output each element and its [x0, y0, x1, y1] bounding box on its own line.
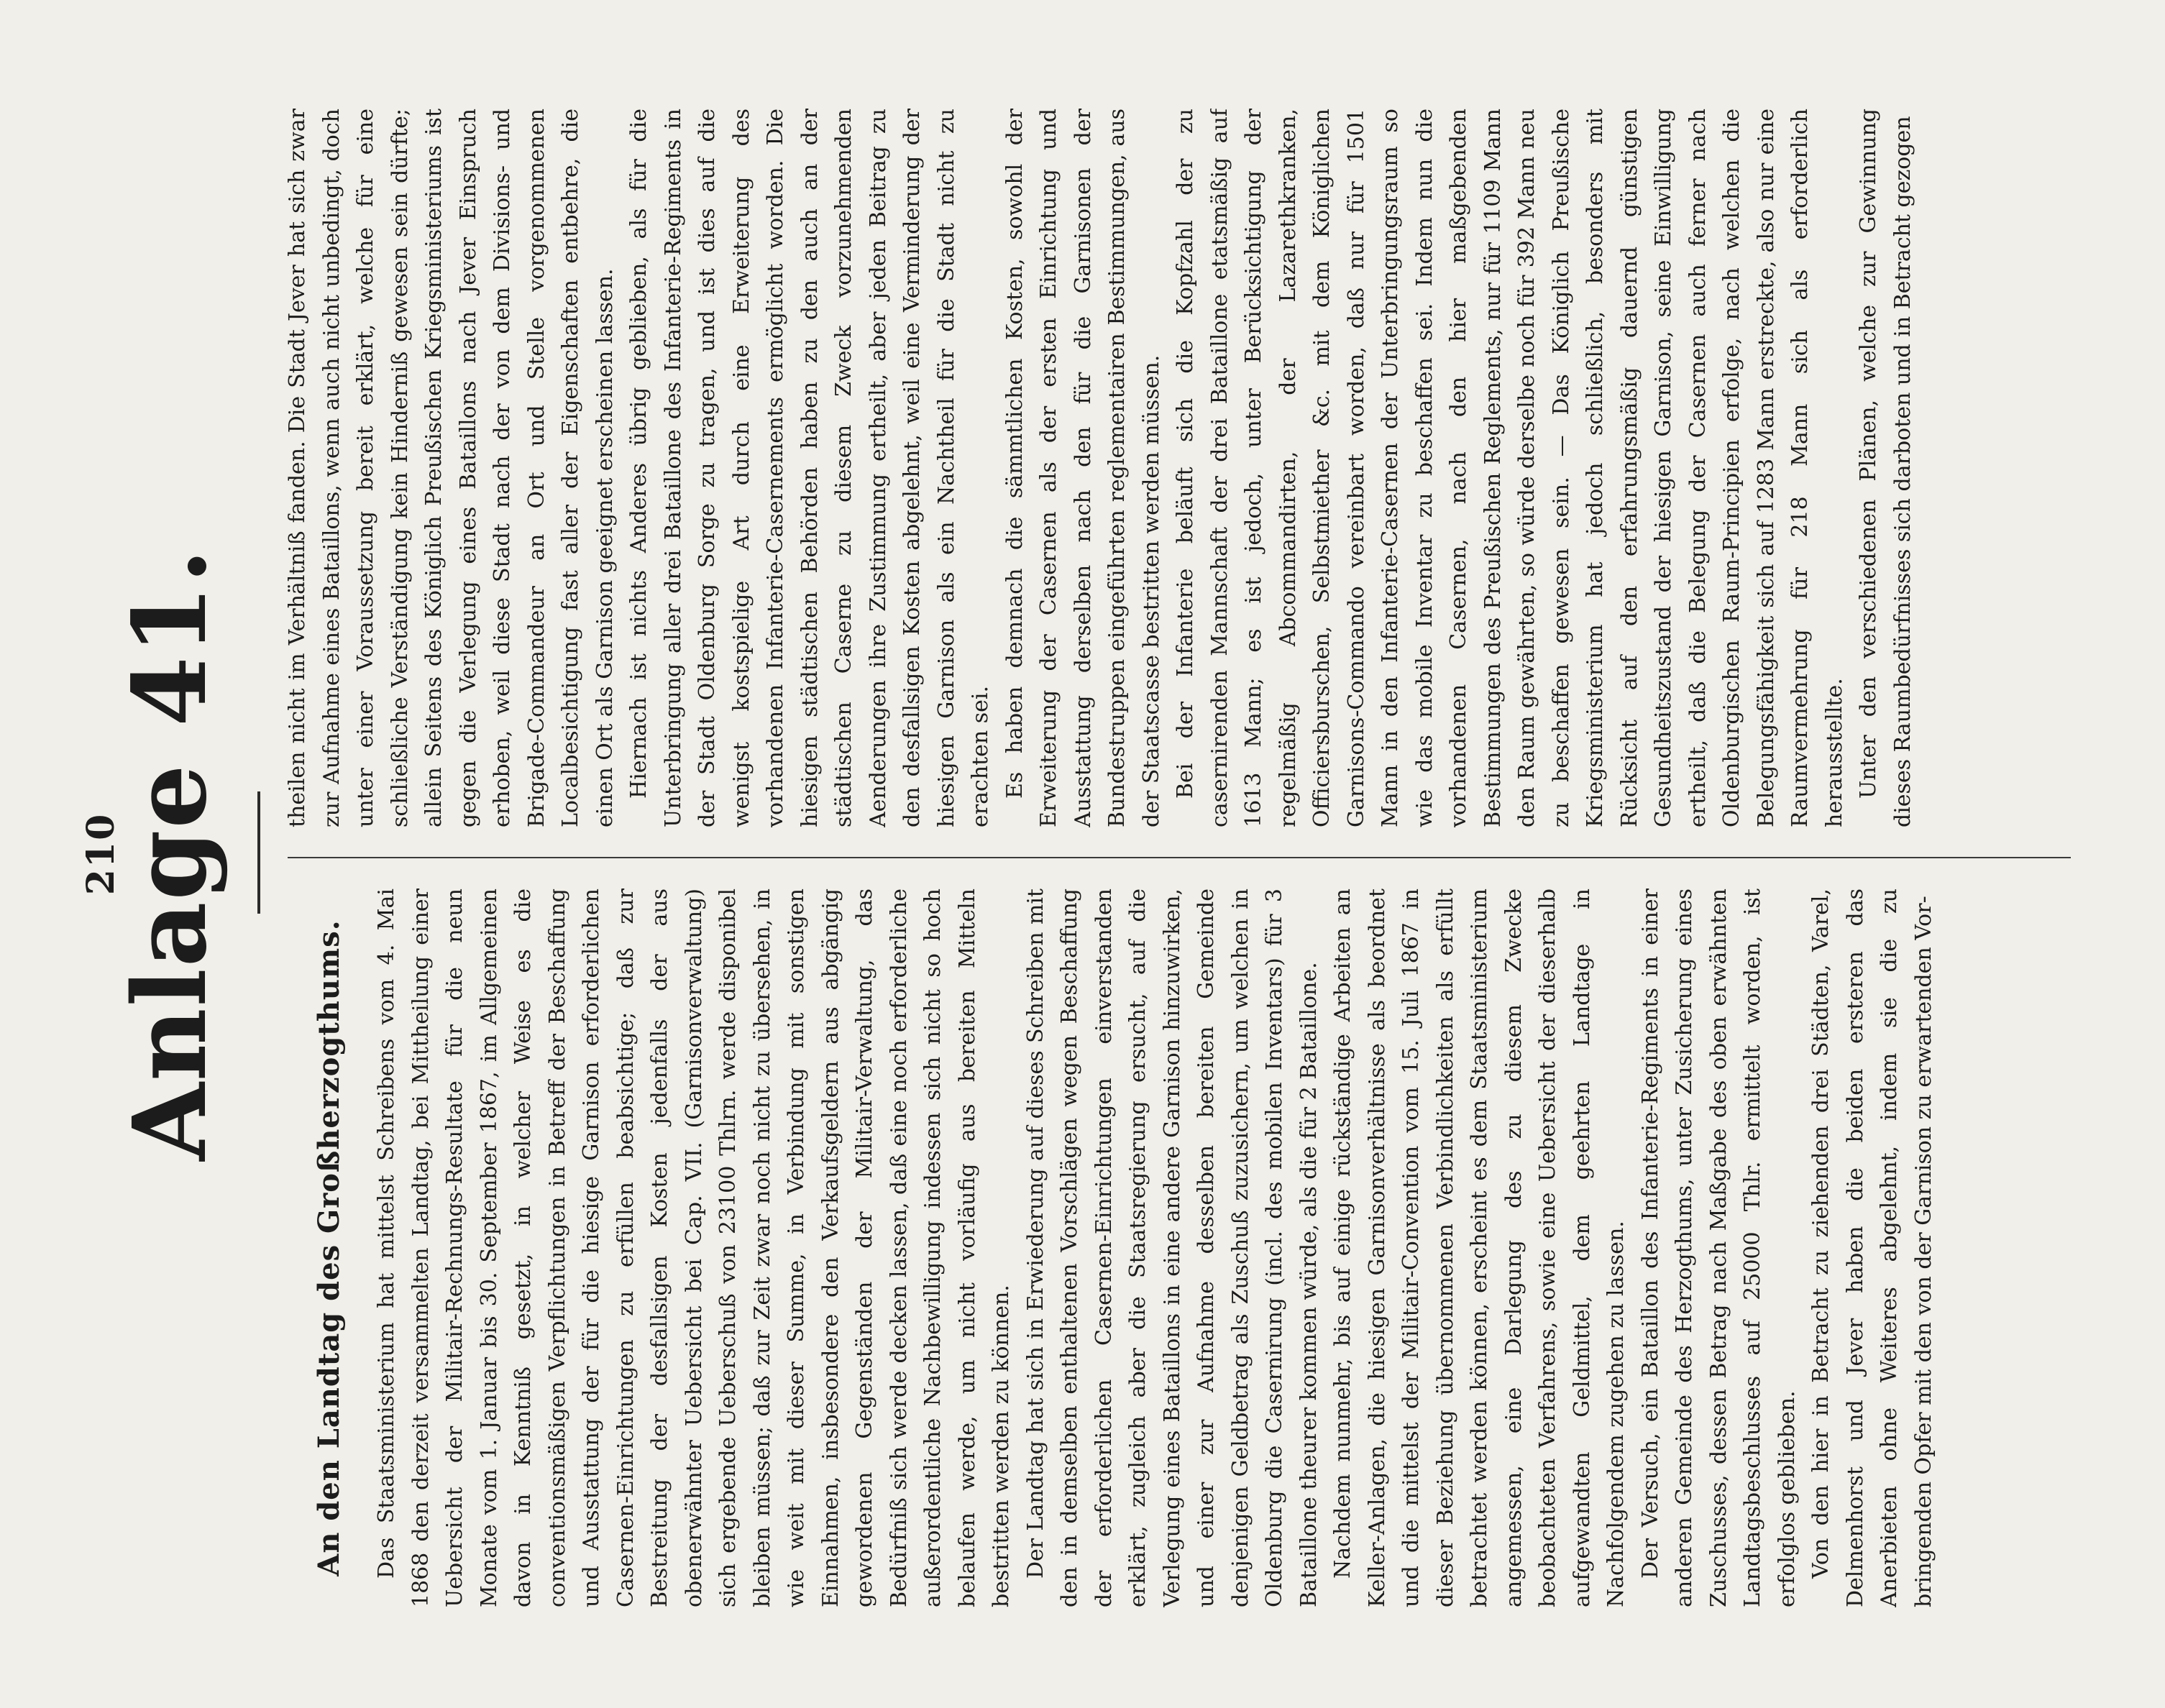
paragraph: theilen nicht im Verhältniß fanden. Die Stadt Jever hat sich zwar zur Aufnahme eines Bataillons, wenn auch nicht unbedingt, doch unter einer Voraussetzung bereit erklärt, welche für eine schließliche Verständigung kein Hinderniß gewesen sein dürfte; allein Seitens des Königlich Preußischen Kriegsministeriums ist gegen die Verlegung eines Bataillons nach Jever Einspruch erhoben, weil diese Stadt nach der von dem Divisions- und Brigade-Commandeur an Ort und Stelle vorgenommenen Localbesichtigung fast aller der Eigenschaften entbehre, die einen Ort als Garnison geeignet erscheinen lassen.	[285, 109, 618, 827]
paragraph: Hiernach ist nichts Anderes übrig geblieben, als für die Unterbringung aller drei Bataillone des Infanterie-Regiments in der Stadt Oldenburg Sorge zu tragen, und ist dies auf die wenigst kostspielige Art durch eine Erweiterung des vorhandenen Infanterie-Casernements ermöglicht worden. Die hiesigen städtischen Behörden haben zu den auch an der städtischen Caserne zu diesem Zweck vorzunehmenden Aenderungen ihre Zustimmung ertheilt, aber jeden Beitrag zu den desfallsigen Kosten abgelehnt, weil eine Verminderung der hiesigen Garnison als ein Nachtheil für die Stadt nicht zu erachten sei.	[626, 109, 993, 827]
title-rule	[257, 791, 260, 914]
paragraph: Bei der Infanterie beläuft sich die Kopfzahl der zu casernirenden Mannschaft der drei Bataillone etatsmäßig auf 1613 Mann; es ist jedoch, unter Berücksichtigung der regelmäßig Abcommandirten, der Lazarethkranken, Officiersburschen, Selbstmiether &c. mit dem Königlichen Garnisons-Commando vereinbart worden, daß nur für 1501 Mann in den Infanterie-Casernen der Unterbringungsraum so wie das mobile Inventar zu beschaffen sei. Indem nun die vorhandenen Casernen, nach den hier maßgebenden Bestimmungen des Preußischen Reglements, nur für 1109 Mann den Raum gewährten, so würde derselbe noch für 392 Mann neu zu beschaffen gewesen sein. — Das Königlich Preußische Kriegsministerium hat jedoch schließlich, besonders mit Rücksicht auf den erfahrungsmäßig dauernd günstigen Gesundheitszustand der hiesigen Garnison, seine Einwilligung ertheilt, daß die Belegung der Casernen auch ferner nach Oldenburgischen Raum-Principien erfolge, nach welchen die Belegungsfähigkeit sich auf 1283 Mann erstreckte, also nur eine Raumvermehrung für 218 Mann sich als erforderlich herausstellte.	[1173, 109, 1847, 827]
left-column	[309, 889, 2071, 1607]
paragraph: Der Versuch, ein Bataillon des Infanterie-Regiments in einer anderen Gemeinde des Herzogthums, unter Zusicherung eines Zuschusses, dessen Betrag nach Maßgabe des oben erwähnten Landtagsbeschlusses auf 25000 Thlr. ermittelt worden, ist erfolglos geblieben.	[1637, 889, 1800, 1607]
paragraph: Unter den verschiedenen Plänen, welche zur Gewinnung dieses Raumbedürfnisses sich darboten und in Betracht gezogen	[1856, 109, 1915, 827]
paragraph: Nachdem nunmehr, bis auf einige rückständige Arbeiten an Keller-Anlagen, die hiesigen Garnisonverhältnisse als beordnet und die mittelst der Militair-Convention vom 15. Juli 1867 in dieser Beziehung übernommenen Verbindlichkeiten als erfüllt betrachtet werden können, erscheint es dem Staatsministerium angemessen, eine Darlegung des zu diesem Zwecke beobachteten Verfahrens, sowie eine Uebersicht der dieserhalb aufgewandten Geldmittel, dem geehrten Landtage in Nachfolgendem zugehen zu lassen.	[1330, 889, 1629, 1607]
paragraph: Der Landtag hat sich in Erwiederung auf dieses Schreiben mit den in demselben enthaltenen Vorschlägen wegen Beschaffung der erforderlichen Casernen-Einrichtungen einverstanden erklärt, zugleich aber die Staatsregierung ersucht, auf die Verlegung eines Bataillons in eine andere Garnison hinzuwirken, und einer zur Aufnahme desselben bereiten Gemeinde denjenigen Geldbetrag als Zuschuß zuzusichern, um welchen in Oldenburg die Casernirung (incl. des mobilen Inventars) für 3 Bataillone theurer kommen würde, als die für 2 Bataillone.	[1022, 889, 1322, 1607]
paragraph: Von den hier in Betracht zu ziehenden drei Städten, Varel, Delmenhorst und Jever haben die beiden ersteren das Anerbieten ohne Weiteres abgelehnt, indem sie die zu bringenden Opfer mit den von der Garnison zu erwartenden Vor-	[1808, 889, 1936, 1607]
page-title: Anlage 41.	[111, 547, 229, 1161]
page-number: 210	[79, 812, 123, 896]
section-heading: An den Landtag des Großherzogthums.	[312, 919, 346, 1576]
column-divider	[288, 857, 2071, 858]
right-column	[280, 109, 2078, 827]
paragraph: Das Staatsministerium hat mittelst Schreibens vom 4. Mai 1868 den derzeit versammelten Landtag, bei Mittheilung einer Uebersicht der Militair-Rechnungs-Resultate für die neun Monate vom 1. Januar bis 30. September 1867, im Allgemeinen davon in Kenntniß gesetzt, in welcher Weise es die conventionsmäßigen Verpflichtungen in Betreff der Beschaffung und Ausstattung der für die hiesige Garnison erforderlichen Casernen-Einrichtungen zu erfüllen beabsichtige; daß zur Bestreitung der desfallsigen Kosten jedenfalls der aus obenerwähnter Uebersicht bei Cap. VII. (Garnisonverwaltung) sich ergebende Ueberschuß von 23100 Thlrn. werde disponibel bleiben müssen; daß zur Zeit zwar noch nicht zu übersehen, in wie weit mit dieser Summe, in Verbindung mit sonstigen Einnahmen, insbesondere den Verkaufsgeldern aus abgängig gewordenen Gegenständen der Militair-Verwaltung, das Bedürfniß sich werde decken lassen, daß eine noch erforderliche außerordentliche Nachbewilligung indessen sich nicht so hoch belaufen werde, um nicht vorläufig aus bereiten Mitteln bestritten werden zu können.	[374, 889, 1014, 1607]
paragraph: Es haben demnach die sämmtlichen Kosten, sowohl der Erweiterung der Casernen als der ersten Einrichtung und Ausstattung derselben nach den für die Garnisonen der Bundestruppen eingeführten reglementairen Bestimmungen, aus der Staatscasse bestritten werden müssen.	[1002, 109, 1164, 827]
